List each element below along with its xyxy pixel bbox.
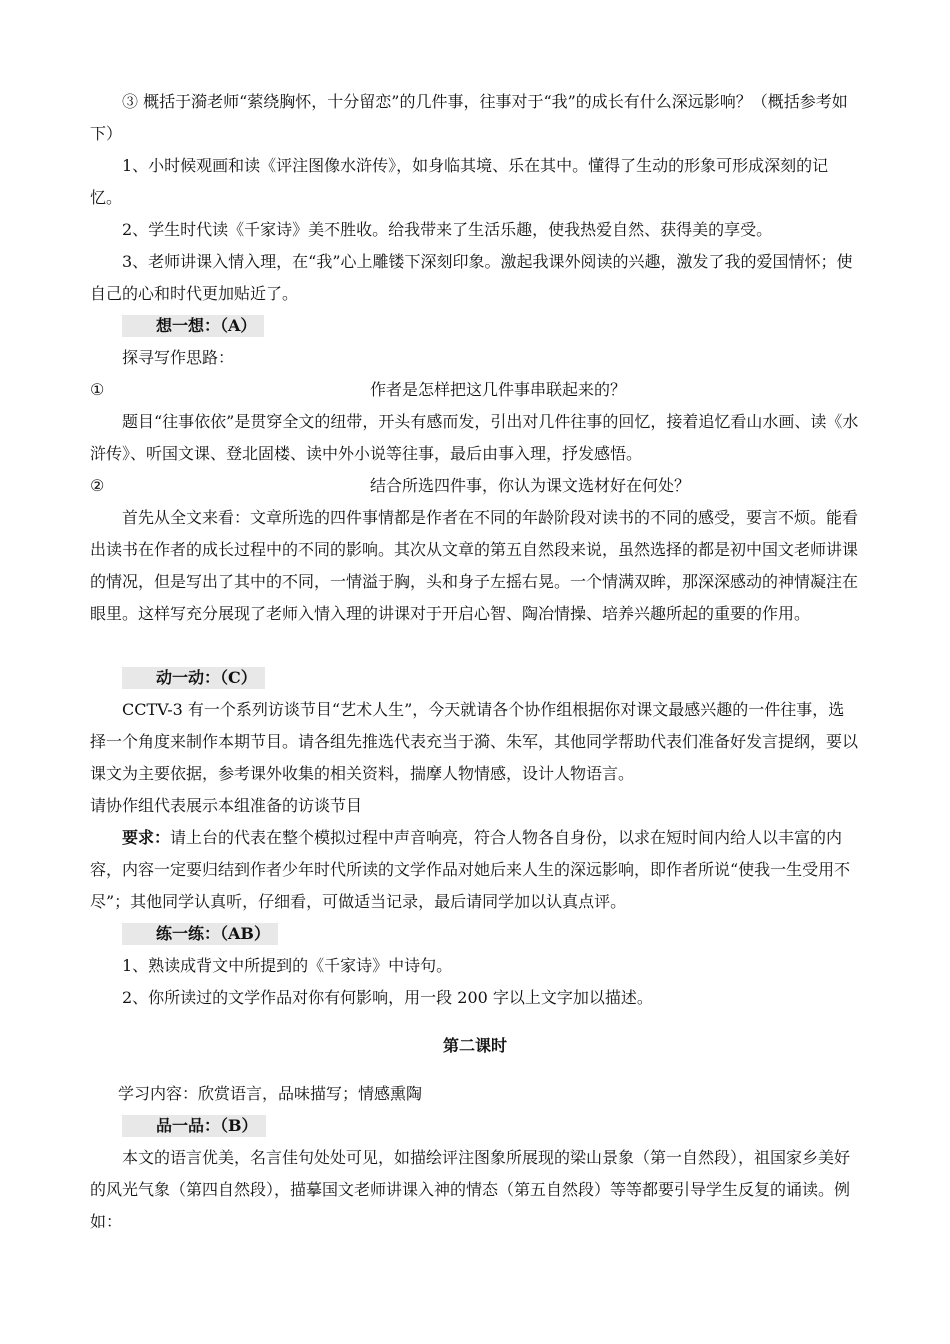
act-block	[90, 662, 860, 918]
appreciate-text: 本文的语言优美，名言佳句处处可见，如描绘评注图象所展现的梁山景象（第一自然段），祖国家乡美好的风光气象（第四自然段），描摹国文老师讲课入神的情态（第五自然段）等等都要引导学生反复的诵读。例如：	[90, 1148, 851, 1231]
act-heading: 动一动：（C）	[122, 667, 265, 689]
think-intro-row	[90, 342, 860, 374]
act-requirement	[90, 822, 860, 918]
act-text: CCTV-3 有一个系列访谈节目“艺术人生”，今天就请各个协作组根据你对课文最感兴趣的一件往事，选择一个角度来制作本期节目。请各组先推选代表充当于漪、朱军，其他同学帮助代表们准备好发言提纲，要以课文为主要依据，参考课外收集的相关资料，揣摩人物情感，设计人物语言。	[90, 700, 859, 783]
summary-item-3: 3、老师讲课入情入理，在“我”心上雕镂下深刻印象。激起我课外阅读的兴趣，激发了我的爱国情怀；使自己的心和时代更加贴近了。	[90, 252, 853, 303]
think-heading: 想一想：（A）	[122, 315, 264, 337]
requirement-label: 要求：	[122, 828, 171, 847]
practice-item-2: 2、你所读过的文学作品对你有何影响，用一段 200 字以上文字加以描述。	[122, 988, 653, 1007]
think-heading-row	[90, 310, 860, 342]
appreciate-heading: 品一品：（B）	[122, 1115, 266, 1137]
think-intro: 探寻写作思路：	[122, 348, 235, 367]
summary-item-1: 1、小时候观画和读《评注图像水浒传》，如身临其境、乐在其中。懂得了生动的形象可形成深刻的记忆。	[90, 156, 829, 207]
section-summary	[90, 86, 860, 310]
question-1-number: ①	[90, 380, 105, 399]
question-3: ③ 概括于漪老师“萦绕胸怀，十分留恋”的几件事，往事对于“我”的成长有什么深远影响？（概括参考如下）	[90, 92, 848, 143]
practice-item-1: 1、熟读成背文中所提到的《千家诗》中诗句。	[122, 956, 453, 975]
act-show: 请协作组代表展示本组准备的访谈节目	[90, 796, 363, 815]
requirement-text: 请上台的代表在整个模拟过程中声音响亮，符合人物各自身份，以求在短时间内给人以丰富的内容，内容一定要归结到作者少年时代所读的文学作品对她后来人生的深远影响，即作者所说“使我一生受用不尽”；其他同学认真听，仔细看，可做适当记录，最后请同学加以认真点评。	[90, 828, 851, 911]
answer-1-block	[90, 406, 860, 470]
question-2-text: 结合所选四件事，你认为课文选材好在何处？	[370, 476, 691, 495]
question-1-text: 作者是怎样把这几件事串联起来的？	[370, 380, 627, 399]
lesson-2-block	[90, 1078, 860, 1238]
lesson-2-content: 学习内容：欣赏语言，品味描写；情感熏陶	[118, 1084, 423, 1103]
practice-block	[90, 918, 860, 1014]
practice-heading: 练一练：（AB）	[122, 923, 278, 945]
answer-2: 首先从全文来看：文章所选的四件事情都是作者在不同的年龄阶段对读书的不同的感受，要言不烦。能看出读书在作者的成长过程中的不同的影响。其次从文章的第五自然段来说，虽然选择的都是初中国文老师讲课的情况，但是写出了其中的不同，一情溢于胸，头和身子左摇右晃。一个情满双眸，那深深感动的神情凝注在眼里。这样写充分展现了老师入情入理的讲课对于开启心智、陶冶情操、培养兴趣所起的重要的作用。	[90, 508, 859, 623]
summary-item-2: 2、学生时代读《千家诗》美不胜收。给我带来了生活乐趣，使我热爱自然、获得美的享受。	[122, 220, 773, 239]
answer-1: 题目“往事依依”是贯穿全文的纽带，开头有感而发，引出对几件往事的回忆，接着追忆看山水画、读《水浒传》、听国文课、登北固楼、读中外小说等往事，最后由事入理，抒发感悟。	[90, 412, 859, 463]
lesson-2-title: 第二课时	[442, 1036, 507, 1055]
answer-2-block	[90, 502, 860, 630]
question-2-number: ②	[90, 476, 105, 495]
